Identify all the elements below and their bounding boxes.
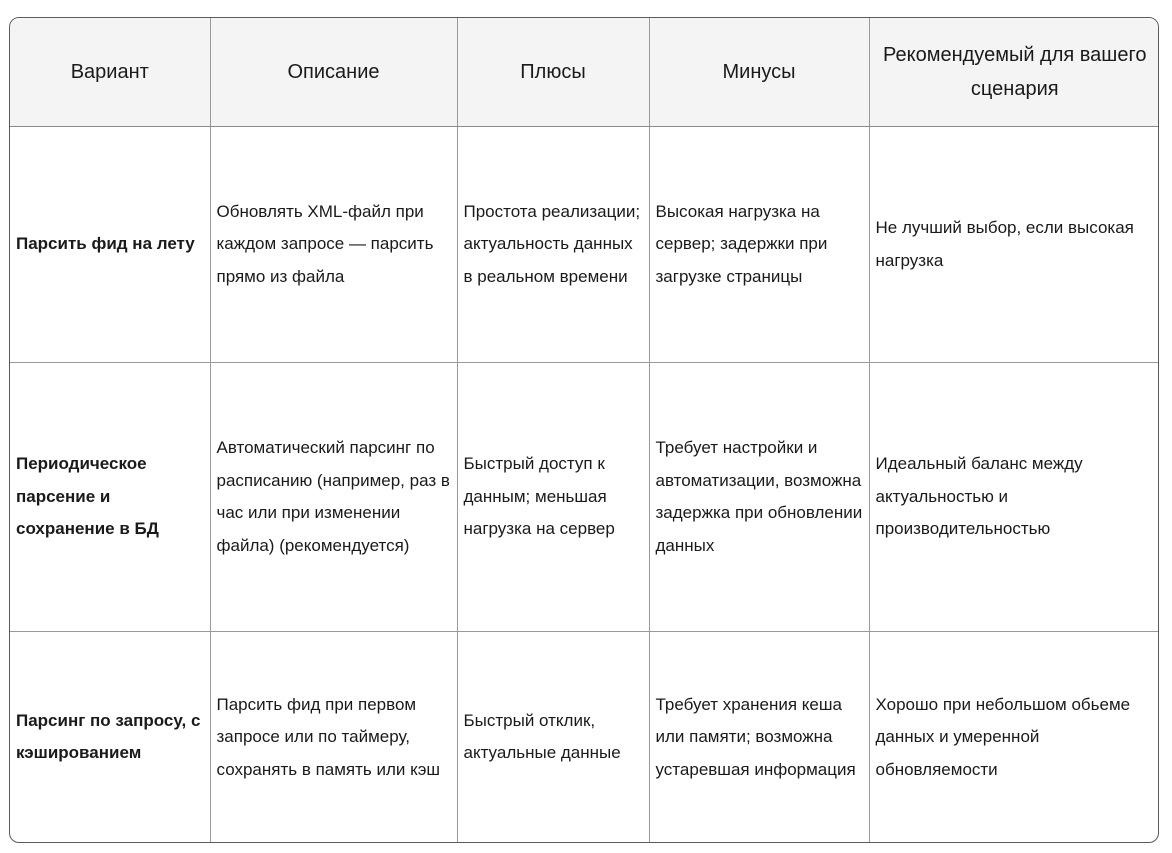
cell-pros: Простота реализации; актуальность данных в реальном времени bbox=[457, 127, 649, 363]
cell-recommendation: Не лучший выбор, если высокая нагрузка bbox=[869, 127, 1159, 363]
cell-recommendation: Идеальный баланс между актуальностью и производительностью bbox=[869, 363, 1159, 632]
cell-cons: Требует хранения кеша или памяти; возможна устаревшая информация bbox=[649, 632, 869, 843]
comparison-table bbox=[10, 18, 1159, 843]
table-header-row bbox=[10, 18, 1159, 127]
cell-description: Обновлять XML-файл при каждом запросе — парсить прямо из файла bbox=[210, 127, 457, 363]
header-recommendation: Рекомендуемый для вашего сценария bbox=[869, 18, 1159, 127]
header-pros: Плюсы bbox=[457, 18, 649, 127]
cell-description: Автоматический парсинг по расписанию (например, раз в час или при изменении файла) (рекомендуется) bbox=[210, 363, 457, 632]
cell-variant: Периодическое парсение и сохранение в БД bbox=[10, 363, 210, 632]
table-row bbox=[10, 127, 1159, 363]
cell-pros: Быстрый доступ к данным; меньшая нагрузка на сервер bbox=[457, 363, 649, 632]
header-variant: Вариант bbox=[10, 18, 210, 127]
comparison-table-frame bbox=[9, 17, 1159, 843]
cell-description: Парсить фид при первом запросе или по таймеру, сохранять в память или кэш bbox=[210, 632, 457, 843]
cell-recommendation: Хорошо при небольшом обьеме данных и умеренной обновляемости bbox=[875, 694, 1131, 779]
header-description: Описание bbox=[210, 18, 457, 127]
table-row bbox=[10, 632, 1159, 843]
cell-variant: Парсинг по запросу, с кэшированием bbox=[10, 632, 210, 843]
cell-variant: Парсить фид на лету bbox=[10, 127, 210, 363]
cell-cons: Высокая нагрузка на сервер; задержки при загрузке страницы bbox=[649, 127, 869, 363]
header-cons: Минусы bbox=[649, 18, 869, 127]
cell-cons: Требует настройки и автоматизации, возможна задержка при обновлении данных bbox=[649, 363, 869, 632]
cell-pros: Быстрый отклик, актуальные данные bbox=[457, 632, 649, 843]
table-row bbox=[10, 363, 1159, 632]
